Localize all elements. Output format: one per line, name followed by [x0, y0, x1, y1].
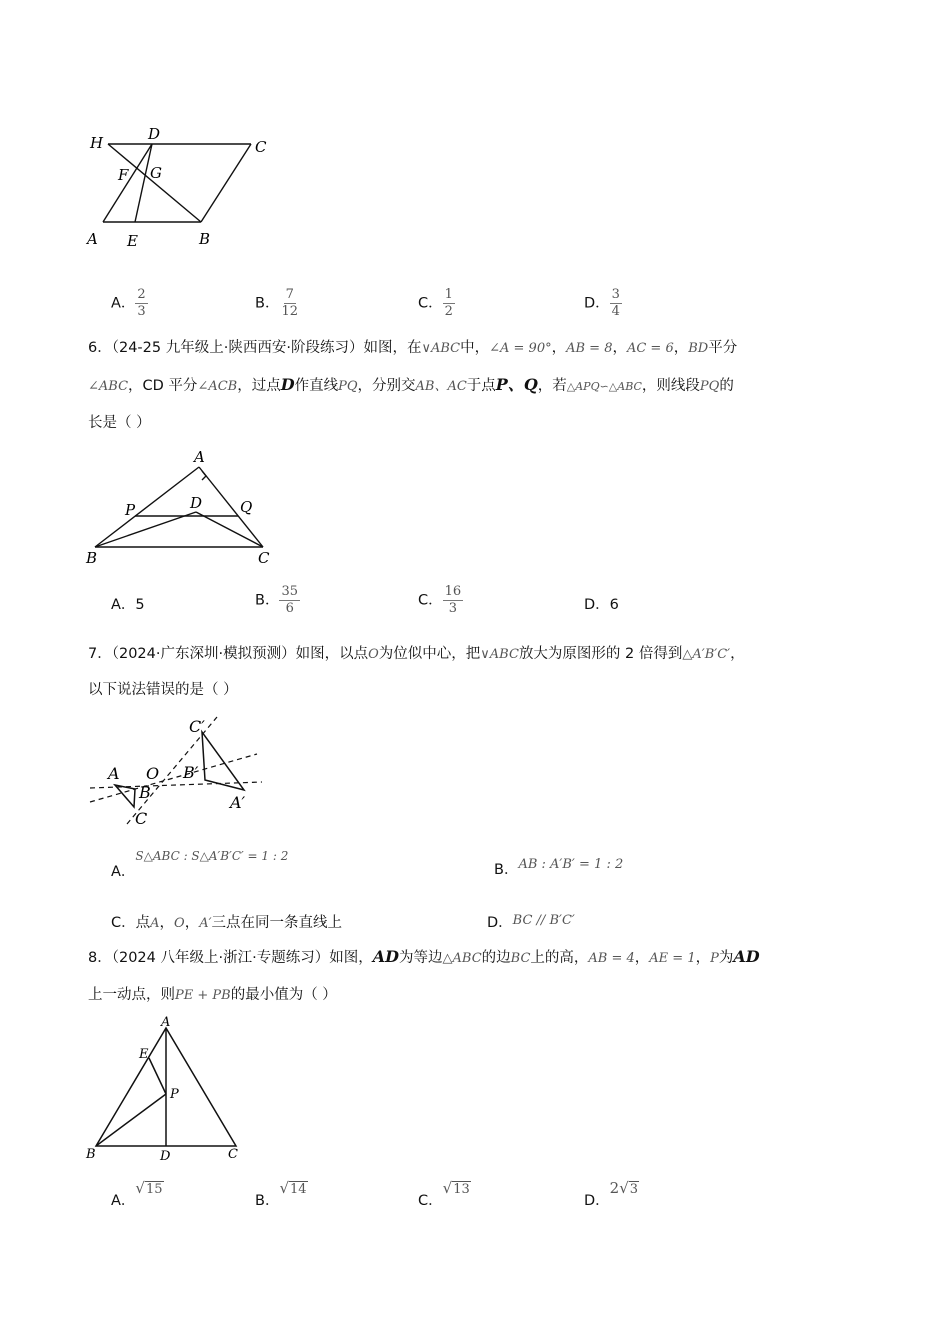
- label-B: B: [139, 783, 151, 802]
- fraction: $\frac{1}{2}$: [444, 287, 453, 319]
- q6-option-d[interactable]: D．6: [584, 597, 619, 613]
- q8-line-1: 8．（2024 八年级上·浙江·专题练习）如图，AD为等边△ABC的边BC上的高，AB = 4，AE = 1，P为AD: [88, 947, 760, 966]
- label-A: A: [87, 230, 98, 248]
- q6-option-a[interactable]: A．5: [111, 597, 145, 613]
- label-P: P: [170, 1087, 179, 1102]
- q5-option-c[interactable]: C． $\frac{1}{2}$: [418, 287, 453, 319]
- fraction: $\frac{2}{3}$: [137, 287, 146, 319]
- label-D: D: [148, 125, 161, 143]
- figure-q6-triangle: [80, 445, 280, 570]
- label-Q: Q: [240, 498, 253, 516]
- segment-AC: [199, 467, 263, 547]
- label-C: C: [255, 138, 267, 156]
- label-H: H: [90, 134, 104, 152]
- fraction: $\frac{7}{12}$: [281, 287, 298, 319]
- q5-option-a[interactable]: A． $\frac{2}{3}$: [111, 287, 146, 319]
- sqrt: 2√3: [609, 1179, 639, 1197]
- q7-option-d[interactable]: D．BC // B′C′: [487, 913, 575, 931]
- segment-BC: [201, 144, 251, 222]
- label-B: B: [199, 230, 211, 248]
- label-C: C: [258, 549, 270, 567]
- label-C: C: [228, 1147, 238, 1162]
- sqrt: √14: [279, 1179, 307, 1197]
- q6-line-1: 6．（24-25 九年级上·陕西西安·阶段练习）如图，在∨ABC中，∠A = 90°，AB = 8，AC = 6，BD平分: [88, 340, 738, 356]
- q8-line-2: 上一动点，则PE + PB的最小值为（ ）: [88, 987, 337, 1003]
- q6-option-c[interactable]: C． $\frac{16}{3}$: [418, 584, 462, 616]
- q8-option-c[interactable]: C．√13: [418, 1179, 470, 1209]
- label-O: O: [146, 764, 160, 783]
- q7-line-2: 以下说法错误的是（ ）: [88, 682, 238, 698]
- segment-ED: [135, 144, 152, 222]
- triangle-ABC: [115, 785, 135, 807]
- figure-q5-parallelogram: [80, 120, 280, 255]
- q6-option-b[interactable]: B． $\frac{35}{6}$: [255, 584, 298, 616]
- q8-option-b[interactable]: B．√14: [255, 1179, 307, 1209]
- q7-line-1: 7．（2024·广东深圳·模拟预测）如图，以点O为位似中心，把∨ABC放大为原图形的 2 倍得到△A′B′C′，: [88, 646, 745, 662]
- q7-option-a[interactable]: A．$^{S\triangle ABC : S\triangle A'B'C' = 1 : 2}$: [111, 849, 289, 880]
- label-D: D: [160, 1149, 171, 1164]
- q6-line-3: 长是（ ）: [88, 415, 151, 431]
- q6-line-2: ∠ABC，CD 平分∠ACB，过点D作直线PQ，分别交AB、AC于点P、Q，若△APQ∽△ABC，则线段PQ的: [88, 375, 734, 394]
- q7-option-c[interactable]: C．点A，O，A′三点在同一条直线上: [111, 915, 343, 931]
- label-A1: A′: [230, 793, 246, 812]
- label-A: A: [108, 764, 120, 783]
- fraction: $\frac{35}{6}$: [281, 584, 298, 616]
- figure-q7-homothety: [82, 712, 267, 832]
- sqrt: √13: [442, 1179, 470, 1197]
- q8-option-d[interactable]: D．2√3: [584, 1179, 639, 1209]
- q8-option-a[interactable]: A．√15: [111, 1179, 163, 1209]
- q5-option-b[interactable]: B． $\frac{7}{12}$: [255, 287, 298, 319]
- q5-option-d[interactable]: D． $\frac{3}{4}$: [584, 287, 620, 319]
- fraction: $\frac{3}{4}$: [611, 287, 620, 319]
- segment-EP: [149, 1058, 166, 1094]
- q7-option-b[interactable]: B．AB : A′B′ = 1 : 2: [494, 857, 624, 878]
- label-B1: B′: [183, 763, 199, 782]
- segment-BP: [96, 1094, 166, 1146]
- label-E: E: [127, 232, 138, 250]
- label-P: P: [125, 501, 136, 519]
- label-G: G: [150, 164, 162, 182]
- label-A: A: [161, 1015, 171, 1030]
- fraction: $\frac{16}{3}$: [444, 584, 462, 616]
- label-D: D: [190, 494, 203, 512]
- segment-BA: [95, 467, 199, 547]
- label-F: F: [118, 166, 129, 184]
- triangle-A1B1C1: [202, 732, 244, 790]
- label-C1: C′: [189, 717, 205, 736]
- label-A: A: [194, 448, 205, 466]
- label-E: E: [139, 1047, 149, 1062]
- label-B: B: [86, 1147, 96, 1162]
- sqrt: √15: [135, 1179, 163, 1197]
- figure-q8-equilateral: [80, 1012, 255, 1167]
- label-C: C: [135, 809, 148, 828]
- segment-BD: [95, 512, 196, 547]
- segment-DC: [196, 512, 263, 547]
- label-B: B: [86, 549, 98, 567]
